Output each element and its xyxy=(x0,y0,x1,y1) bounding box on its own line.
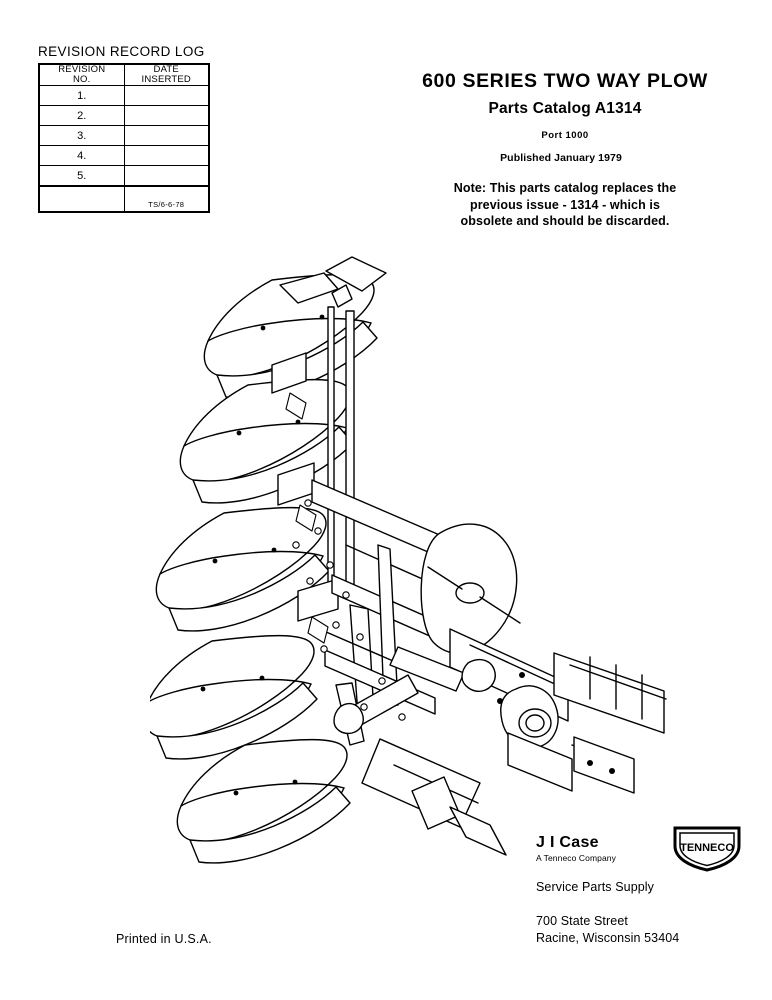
note-line-2: previous issue - 1314 - which is xyxy=(469,197,661,212)
revision-log-table xyxy=(38,63,210,213)
column-header-date-inserted: DATE INSERTED xyxy=(124,64,209,86)
footer-blank-cell xyxy=(39,186,124,212)
table-row xyxy=(39,86,209,106)
company-brand xyxy=(536,834,616,863)
printed-in-label: Printed in U.S.A. xyxy=(116,932,212,946)
address-line-1: 700 State Street xyxy=(536,914,628,928)
note-line-1: Note: This parts catalog replaces the xyxy=(453,181,677,195)
company-address xyxy=(536,913,679,947)
revision-record-log xyxy=(38,44,210,213)
publication-date: Published January 1979 xyxy=(500,152,622,164)
part-number-label: Port 1000 xyxy=(541,130,589,141)
date-inserted-cell[interactable] xyxy=(124,146,209,166)
date-inserted-cell[interactable] xyxy=(124,166,209,187)
revision-log-title: REVISION RECORD LOG xyxy=(38,44,205,59)
tenneco-logo-icon xyxy=(671,824,743,872)
table-row xyxy=(39,126,209,146)
table-header-row xyxy=(39,64,209,86)
replacement-note xyxy=(390,180,740,230)
table-row xyxy=(39,146,209,166)
tenneco-logo-text: TENNECO xyxy=(680,842,734,854)
moldboard-second xyxy=(180,380,353,503)
company-tagline: A Tenneco Company xyxy=(536,853,616,863)
revision-no-cell: 3. xyxy=(39,126,124,146)
date-inserted-cell[interactable] xyxy=(124,86,209,106)
table-row xyxy=(39,106,209,126)
column-header-revision-no: REVISION NO. xyxy=(39,64,124,86)
company-name: J I Case xyxy=(536,834,599,851)
moldboard-bottom xyxy=(177,740,350,863)
revision-no-cell: 2. xyxy=(39,106,124,126)
table-footer-row xyxy=(39,186,209,212)
revision-no-cell: 1. xyxy=(39,86,124,106)
page-subtitle: Parts Catalog A1314 xyxy=(488,100,642,117)
revision-no-cell: 4. xyxy=(39,146,124,166)
revision-no-cell: 5. xyxy=(39,166,124,187)
service-department: Service Parts Supply xyxy=(536,880,655,894)
address-line-2: Racine, Wisconsin 53404 xyxy=(536,931,680,945)
date-inserted-cell[interactable] xyxy=(124,106,209,126)
page-title: 600 SERIES TWO WAY PLOW xyxy=(422,70,708,92)
revision-log-footer-code: TS/6-6-78 xyxy=(124,186,209,212)
date-inserted-cell[interactable] xyxy=(124,126,209,146)
plow-illustration xyxy=(150,245,670,865)
table-row xyxy=(39,166,209,187)
note-line-3: obsolete and should be discarded. xyxy=(460,214,670,228)
catalog-header xyxy=(390,70,740,230)
